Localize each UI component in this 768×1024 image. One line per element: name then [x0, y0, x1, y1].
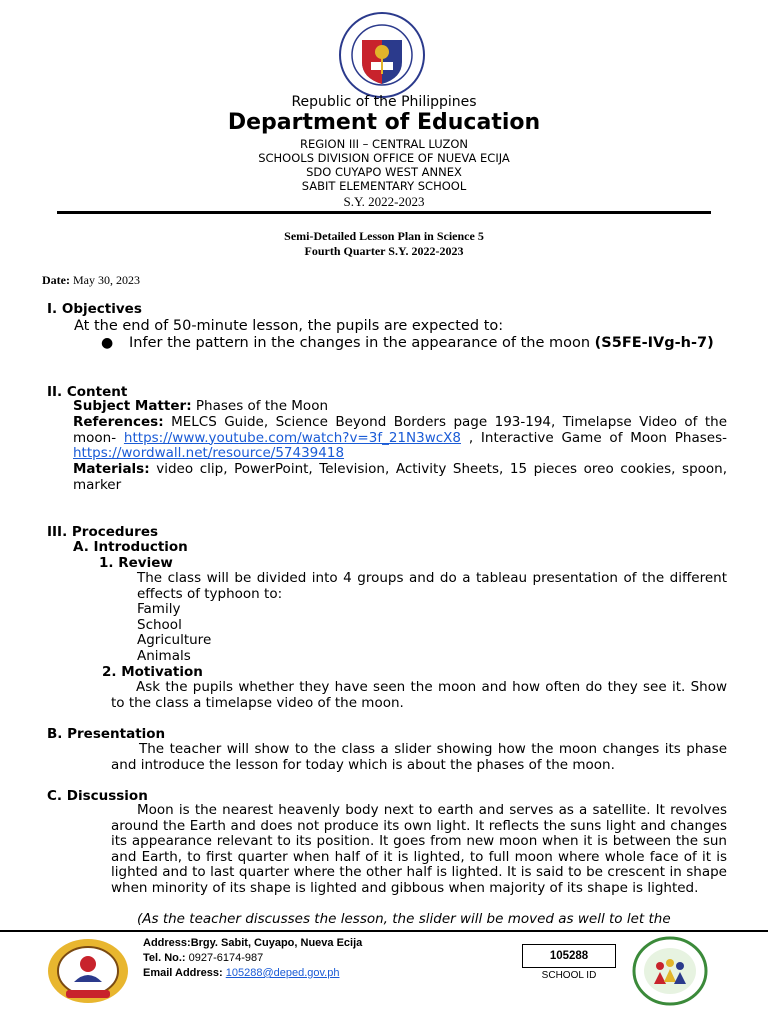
references — [73, 415, 727, 462]
tel-value: 0927-6174-987 — [188, 952, 264, 964]
bullet-icon: ● — [101, 335, 114, 351]
wordwall-link[interactable]: https://wordwall.net/resource/57439418 — [73, 445, 345, 462]
division-line: SCHOOLS DIVISION OFFICE OF NUEVA ECIJA — [258, 151, 510, 165]
objectives-heading: I. Objectives — [47, 301, 142, 317]
references-label: References: — [73, 414, 164, 430]
address-line — [143, 936, 362, 951]
date-label: Date: — [42, 273, 70, 287]
materials — [73, 462, 727, 493]
footer-divider — [0, 930, 768, 932]
header-divider — [57, 211, 711, 214]
references-text: MELCS Guide, Science Beyond Borders page 193-194, Timelapse Video of the moon- — [73, 414, 728, 446]
tel-label: Tel. No.: — [143, 952, 186, 964]
presentation-text: The teacher will show to the class a slider showing how the moon changes its phase and introduce the lesson for today which is about the phases of the moon. — [111, 741, 727, 773]
list-item: Agriculture — [137, 632, 212, 649]
sdo-line: SDO CUYAPO WEST ANNEX — [306, 165, 462, 179]
introduction-heading: A. Introduction — [73, 539, 188, 555]
republic-line: Republic of the Philippines — [291, 94, 477, 110]
department-title: Department of Education — [227, 110, 541, 135]
discussion-heading: C. Discussion — [47, 788, 148, 804]
footer-contact — [143, 936, 362, 981]
motivation-heading: 2. Motivation — [102, 664, 203, 680]
email-link[interactable]: 105288@deped.gov.ph — [225, 967, 340, 979]
discussion-text: Moon is the nearest heavenly body next to earth and serves as a satellite. It revolves around the Earth and does not produce its own light. It reflects the suns light and changes its appearance relevant to its position. It goes from new moon when it is between the sun and Earth, to first quarter when half of it is lighted, to full moon where whole face of it is lighted and to last quarter where the other half is lighted. It is said to be crescent in shape when minority of its shape is lighted and gibbous when majority of its shape is lighted. — [111, 802, 727, 896]
date-line — [42, 273, 140, 288]
procedures-heading: III. Procedures — [47, 524, 159, 540]
list-item: School — [137, 616, 182, 633]
school-logo — [46, 938, 130, 1004]
review-heading: 1. Review — [99, 555, 173, 571]
plan-quarter: Fourth Quarter S.Y. 2022-2023 — [304, 244, 464, 258]
subject-matter — [73, 399, 328, 415]
list-item: Family — [137, 601, 181, 617]
motivation-text: Ask the pupils whether they have seen the moon and how often do they see it. Show to the class a timelapse video of the moon. — [111, 679, 727, 711]
materials-label: Materials: — [73, 461, 150, 477]
list-item: Animals — [137, 647, 191, 664]
date-value: May 30, 2023 — [72, 273, 140, 287]
objectives-intro: At the end of 50-minute lesson, the pupils are expected to: — [74, 318, 504, 334]
review-list — [137, 602, 211, 664]
youtube-link[interactable]: https://www.youtube.com/watch?v=3f_21N3wcX8 — [123, 429, 461, 446]
school-id-label: SCHOOL ID — [541, 970, 597, 981]
subject-label: Subject Matter: — [73, 398, 192, 414]
content-heading: II. Content — [47, 384, 128, 400]
tel-line — [143, 951, 362, 966]
discussion-note: (As the teacher discusses the lesson, the slider will be moved as well to let the — [137, 911, 671, 927]
plan-title: Semi-Detailed Lesson Plan in Science 5 — [284, 229, 484, 243]
references-mid: , Interactive Game of Moon Phases- — [468, 429, 727, 446]
school-year-line: S.Y. 2022-2023 — [343, 194, 425, 209]
objective-code: (S5FE-IVg-h-7) — [594, 335, 714, 351]
region-line: REGION III – CENTRAL LUZON — [299, 137, 469, 151]
subject-value: Phases of the Moon — [195, 398, 329, 414]
presentation-heading: B. Presentation — [47, 726, 166, 742]
deped-seal-logo — [339, 12, 425, 98]
email-line — [143, 966, 362, 981]
address-label: Address: — [143, 937, 191, 949]
school-id-box: 105288 — [522, 944, 616, 968]
review-text: The class will be divided into 4 groups and do a tableau presentation of the different effects of typhoon to: — [137, 570, 727, 602]
objective-item — [129, 335, 729, 352]
child-friendly-school-logo — [632, 936, 708, 1006]
email-label: Email Address: — [143, 967, 223, 979]
materials-value: video clip, PowerPoint, Television, Activity Sheets, 15 pieces oreo cookies, spoon, marker — [73, 461, 727, 493]
objective-text: Infer the pattern in the changes in the appearance of the moon — [129, 335, 591, 351]
school-line: SABIT ELEMENTARY SCHOOL — [301, 179, 467, 193]
address-value: Brgy. Sabit, Cuyapo, Nueva Ecija — [190, 937, 363, 949]
